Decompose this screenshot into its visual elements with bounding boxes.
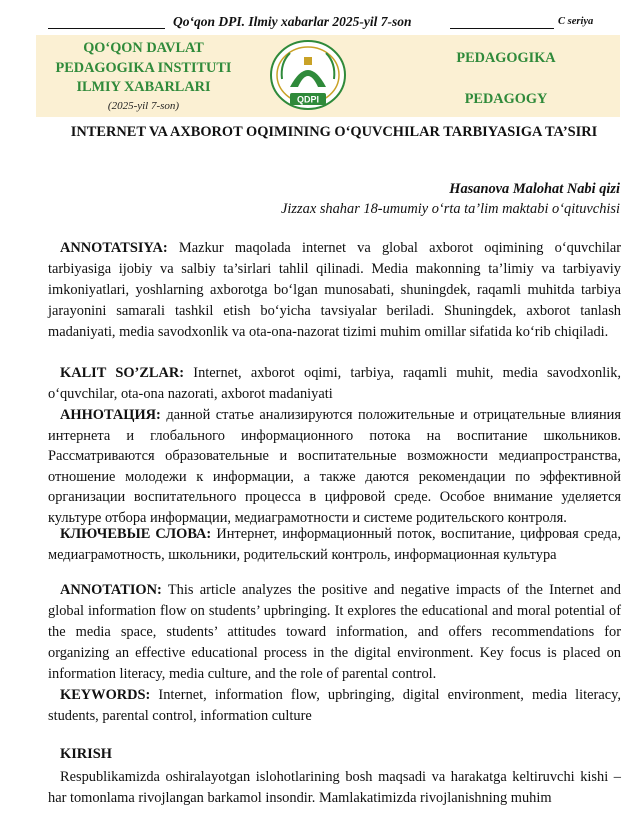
- keywords-en: [48, 685, 621, 727]
- keywords-ru-text: Интернет, информационный поток, воспитание, цифровая среда, медиаграмотность, школьники, родительский контроль, информационная культура: [48, 526, 621, 563]
- header-rule-left: [48, 28, 165, 29]
- abstract-uz-label: ANNOTATSIYA:: [60, 240, 168, 256]
- logo-text: QDPI: [296, 94, 320, 105]
- abstract-uz: [48, 238, 621, 343]
- header-rule-right: [450, 28, 554, 29]
- keywords-uz: [48, 363, 621, 405]
- abstract-en-text: This article analyzes the positive and negative impacts of the Internet and global information flow on students’ upbringing. It explores the educational and moral potential of the media space, students’ attitudes toward information, and offers recommendations for organizing an effective educational process in the digital environment. Key focus is placed on information literacy, media culture, and the role of parental control.: [48, 582, 621, 682]
- keywords-uz-text: Internet, axborot oqimi, tarbiya, raqamli muhit, media savodxonlik, o‘quvchilar, ota-ona nazorati, axborot madaniyati: [48, 365, 621, 402]
- keywords-en-text: Internet, information flow, upbringing, digital environment, media literacy, students, parental control, information culture: [48, 687, 621, 724]
- keywords-ru: [48, 524, 621, 565]
- subject-uz: PEDAGOGIKA: [456, 50, 556, 66]
- abstract-en: [48, 580, 621, 685]
- keywords-uz-label: KALIT SO’ZLAR:: [60, 365, 185, 381]
- abstract-ru: [48, 405, 621, 529]
- institution-line: PEDAGOGIKA INSTITUTI: [55, 59, 232, 76]
- institution-name: [36, 39, 251, 98]
- abstract-en-label: ANNOTATION:: [60, 582, 162, 598]
- journal-header-title: Qo‘qon DPI. Ilmiy xabarlar 2025-yil 7-son: [173, 14, 412, 29]
- abstract-ru-text: данной статье анализируются положительные и отрицательные влияния интернета и глобального информационного потока на воспитание школьников. Рассматриваются образовательные и воспитательные возможности медиапространства, отношение молодежи к информации, а также даются рекомендации по эффективной организации воспитательного процесса в цифровой среде. Особое внимание уделяется культуре отбора информации, медиаграмотности и системе родительского контроля.: [48, 407, 621, 526]
- author-name: Hasanova Malohat Nabi qizi: [449, 181, 620, 197]
- institution-line: ILMIY XABARLARI: [76, 79, 211, 95]
- abstract-ru-label: АННОТАЦИЯ:: [60, 407, 161, 423]
- article-title: INTERNET VA AXBOROT OQIMINING O‘QUVCHILAR TARBIYASIGA TA’SIRI: [70, 124, 598, 140]
- running-header: [48, 14, 620, 34]
- abstract-uz-text: Mazkur maqolada internet va global axborot oqimining o‘quvchilar tarbiyasiga ijobiy va salbiy ta’sirlari tahlil qilinadi. Media makonning ta’limiy va tarbiyaviy imkoniyatlari, yoshlarning axborotga bo‘lgan munosabati, shuningdek, raqamli muhitda tarbiya jarayonini samarali tashkil etish bo‘yicha tavsiyalar beriladi. Shuningdek, axborot tanlash madaniyati, media savodxonlik va ota-ona-nazorat tizimi muhim omillar sifatida ko‘rib chiqiladi.: [48, 240, 621, 340]
- issue-label: (2025-yil 7-son): [107, 100, 180, 112]
- institution-line: QO‘QON DAVLAT: [83, 40, 204, 56]
- qdpi-logo-icon: [268, 39, 348, 115]
- author-affiliation: Jizzax shahar 18-umumiy o‘rta ta’lim maktabi o‘qituvchisi: [281, 201, 620, 217]
- keywords-ru-label: КЛЮЧЕВЫЕ СЛОВА:: [60, 526, 212, 542]
- introduction-paragraph: Respublikamizda oshiralayotgan islohotlarining bosh maqsadi va harakatga keltiruvchi kishi – har tomonlama rivojlangan barkamol insondir. Mamlakatimizda rivojlanishning muhim: [48, 769, 621, 806]
- series-label: C seriya: [558, 16, 594, 27]
- subject-en: PEDAGOGY: [464, 91, 548, 107]
- keywords-en-label: KEYWORDS:: [60, 687, 151, 703]
- journal-banner: [36, 35, 620, 117]
- introduction-heading: KIRISH: [60, 746, 112, 762]
